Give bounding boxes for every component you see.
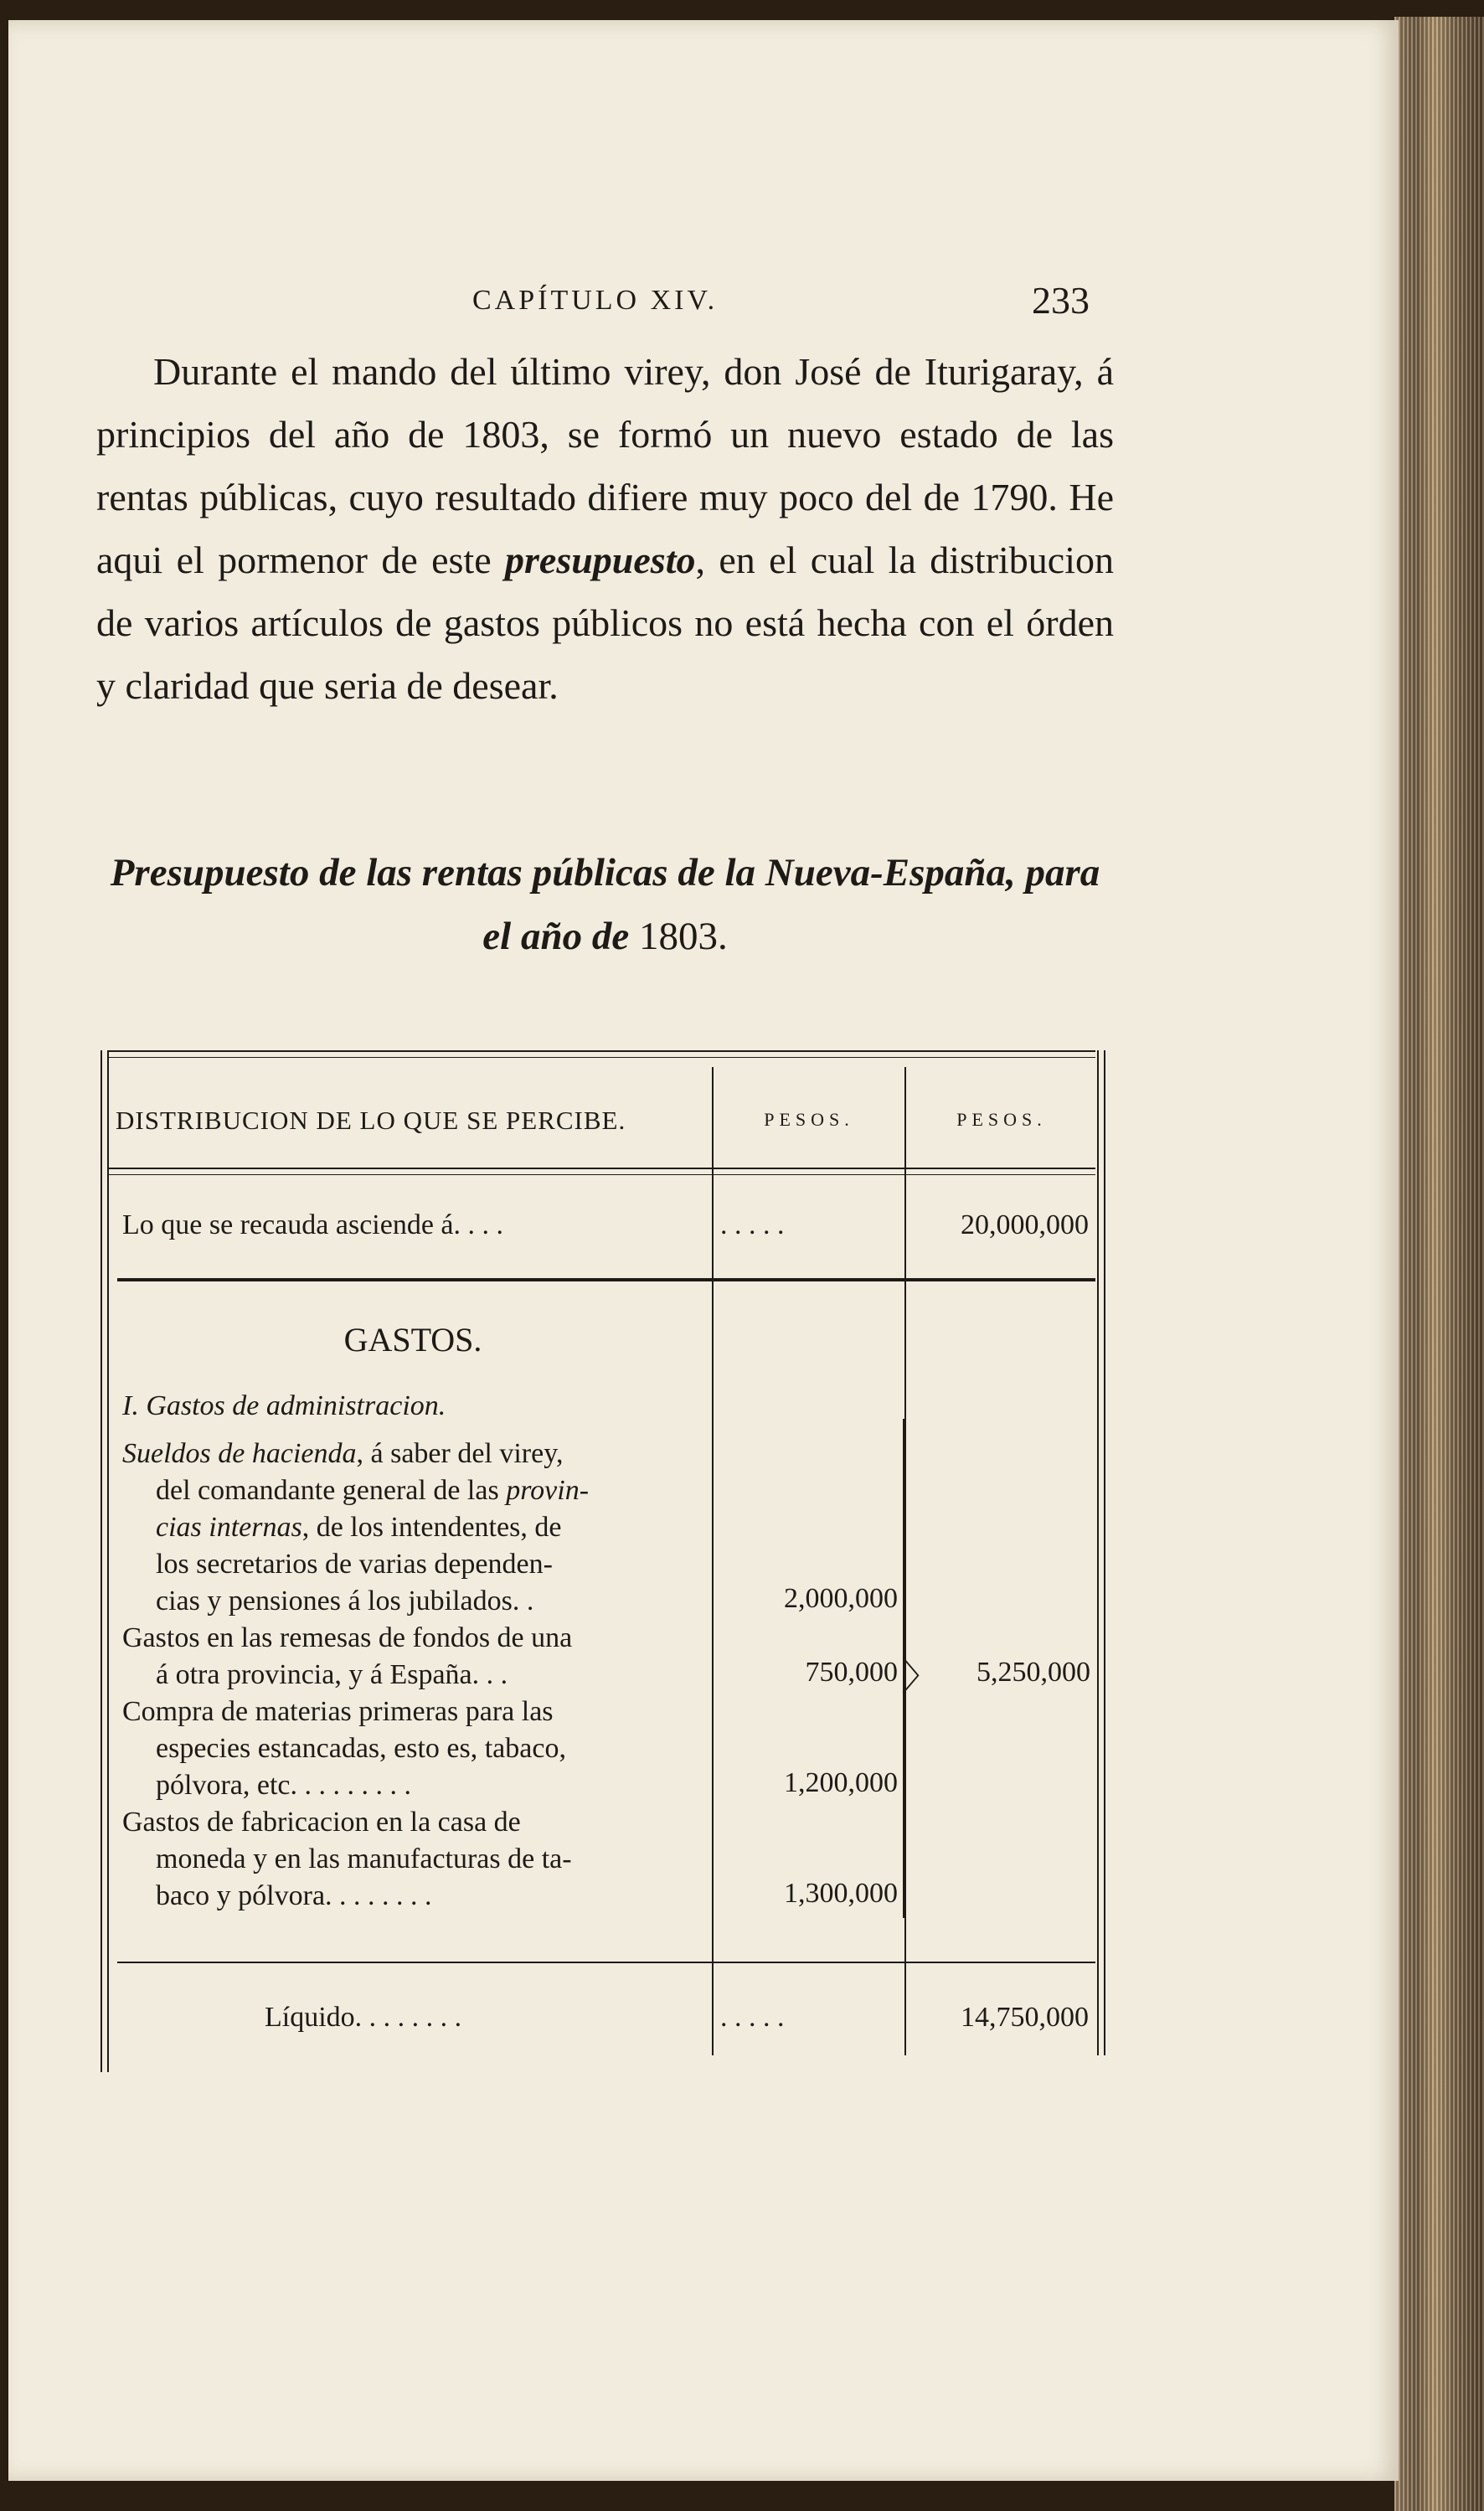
page-number: 233 xyxy=(1032,279,1090,322)
income-amount: 20,000,000 xyxy=(961,1209,1089,1240)
expense-item-fabricacion: Gastos de fabricacion en la casa de moneda y en las manufacturas de ta- baco y pólvora. . . . . . . . xyxy=(122,1807,572,1911)
book-page-edges xyxy=(1394,17,1484,2511)
income-col2: . . . . . xyxy=(720,1209,785,1240)
emphasis-presupuesto: presupuesto xyxy=(505,539,696,581)
expense-item-remesas: Gastos en las remesas de fondos de una á otra provincia, y á España. . . xyxy=(122,1622,573,1690)
budget-table xyxy=(100,1050,1105,2072)
expense-amount-materias: 1,200,000 xyxy=(784,1767,898,1798)
brace-point: 〉 xyxy=(901,1656,940,1699)
gastos-total: 5,250,000 xyxy=(976,1657,1090,1688)
table-title xyxy=(96,841,1114,968)
book-page xyxy=(8,20,1399,2481)
liquido-col2: . . . . . xyxy=(720,2002,785,2033)
income-label: Lo que se recauda asciende á. . . . xyxy=(122,1209,503,1240)
expense-item-sueldos: Sueldos de hacienda, á saber del virey, del comandante general de las provin- cias internas, de los intendentes, de los secretarios de varias dependen- cias y pensiones á los jubilados. . xyxy=(122,1438,590,1616)
liquido-label: Líquido. . . . . . . . xyxy=(265,2002,462,2033)
column-header-distribucion: DISTRIBUCION DE LO QUE SE PERCIBE. xyxy=(116,1106,626,1135)
column-header-pesos-1: PESOS. xyxy=(764,1109,854,1130)
gastos-heading: GASTOS. xyxy=(343,1321,482,1359)
column-header-pesos-2: PESOS. xyxy=(956,1109,1047,1130)
liquido-amount: 14,750,000 xyxy=(961,2002,1089,2033)
page-header xyxy=(8,278,1399,328)
expense-item-materias: Compra de materias primeras para las especies estancadas, esto es, tabaco, pólvora, etc. . . . . . . . . xyxy=(122,1696,566,1801)
expense-amount-fabricacion: 1,300,000 xyxy=(784,1878,898,1909)
section-heading: I. Gastos de administracion. xyxy=(122,1390,446,1421)
table-title-text: Presupuesto de las rentas públicas de la Nueva-España, para el año de xyxy=(110,851,1100,958)
table-title-year: 1803. xyxy=(638,915,728,958)
body-paragraph xyxy=(96,340,1114,717)
paragraph-text-cont: , en el cual la distribucion de varios artículos de gastos públicos no está hecha con el órden y claridad que seria de desear. xyxy=(96,539,1114,707)
expense-amount-remesas: 750,000 xyxy=(805,1657,898,1688)
paragraph-text: Durante el mando del último virey, don José de Iturigaray, á principios del año de 1803, se formó un nuevo estado de las rentas públicas, cuyo resultado difiere muy poco del de 1790. He aqui el pormenor de este xyxy=(96,350,1114,581)
expense-amount-sueldos: 2,000,000 xyxy=(784,1583,898,1614)
running-head: CAPÍTULO XIV. xyxy=(472,285,719,316)
